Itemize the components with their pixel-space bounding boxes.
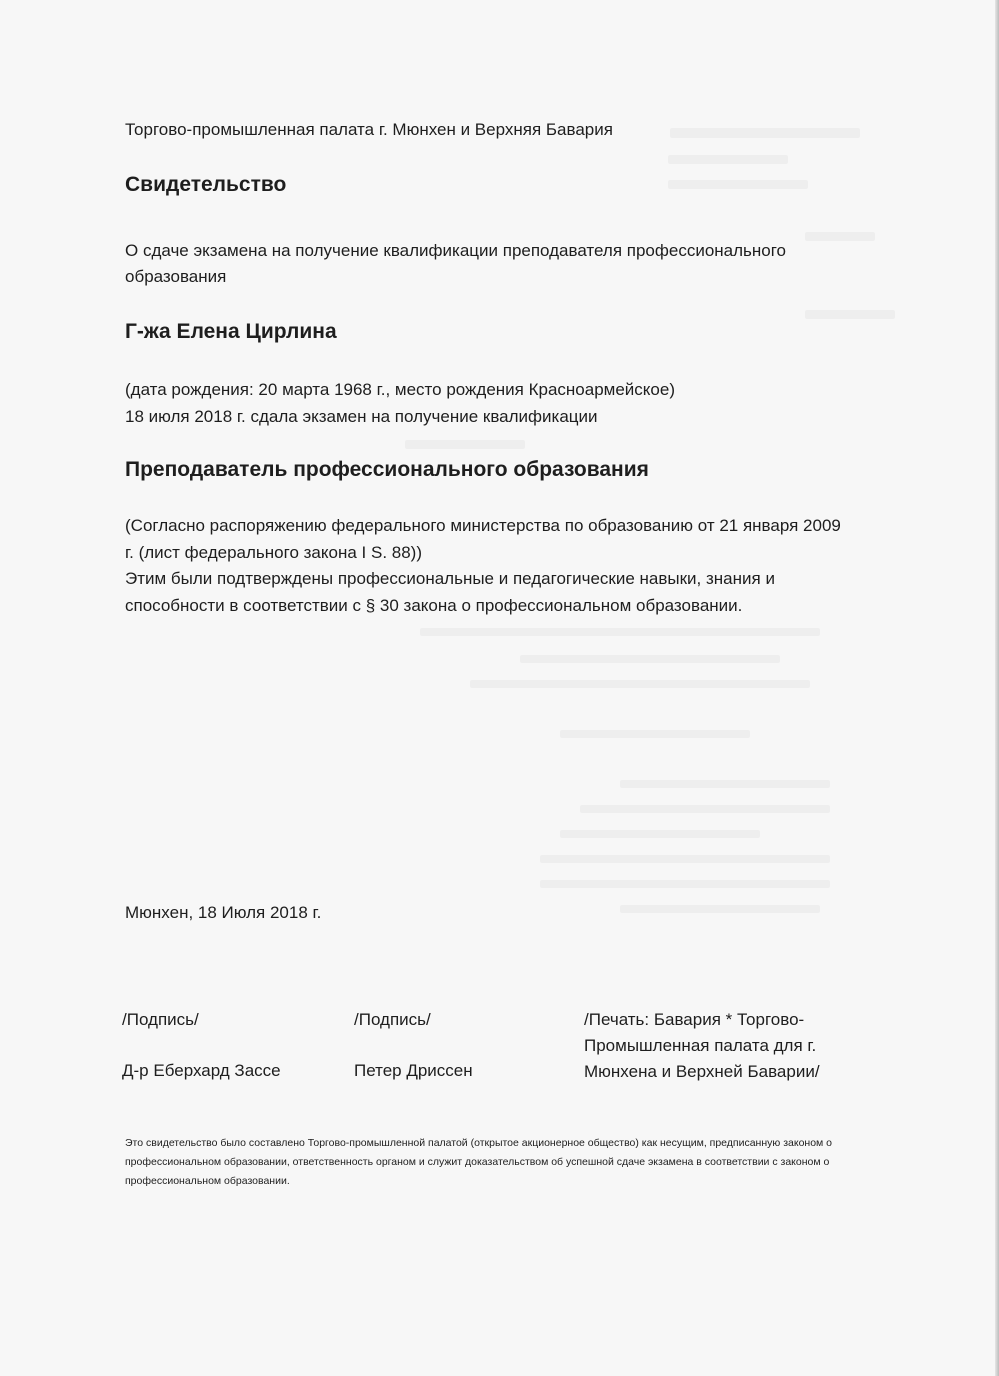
signatory-name: Петер Дриссен <box>354 1061 473 1080</box>
bleed-through-mark <box>540 880 830 888</box>
qualification-title: Преподаватель профессионального образования <box>125 458 649 481</box>
signature-block-2 <box>354 1007 473 1084</box>
bleed-through-mark <box>580 805 830 813</box>
document-title: Свидетельство <box>125 173 287 196</box>
bleed-through-mark <box>520 655 780 663</box>
footnote: Это свидетельство было составлено Торгово-промышленной палатой (открытое акционерное общество) как несущим, предписанную законом о профессиональном образовании, ответственность органом и служит доказательством об успешной сдаче экзамена в соответствии с законом о профессиональном образовании. <box>125 1137 833 1187</box>
exam-statement: 18 июля 2018 г. сдала экзамен на получение квалификации <box>125 407 598 426</box>
bleed-through-mark <box>668 180 808 189</box>
holder-name: Г-жа Елена Цирлина <box>125 320 337 343</box>
bleed-through-mark <box>620 780 830 788</box>
signature-block-1 <box>122 1007 281 1084</box>
bleed-through-mark <box>560 730 750 738</box>
seal-note: /Печать: Бавария * Торгово-Промышленная палата для г. Мюнхена и Верхней Баварии/ <box>584 1010 820 1081</box>
bleed-through-mark <box>405 440 525 449</box>
confirmation-text: Этим были подтверждены профессиональные и педагогические навыки, знания и способности в соответствии с § 30 закона о профессиональном образовании. <box>125 569 775 615</box>
place-and-date: Мюнхен, 18 Июля 2018 г. <box>125 903 322 922</box>
signature-mark: /Подпись/ <box>354 1010 431 1029</box>
bleed-through-mark <box>670 128 860 138</box>
legal-basis: (Согласно распоряжению федерального министерства по образованию от 21 января 2009 г. (лист федерального закона I S. 88)) <box>125 516 841 562</box>
bleed-through-mark <box>668 155 788 164</box>
birth-info: (дата рождения: 20 марта 1968 г., место рождения Красноармейское) <box>125 380 675 399</box>
signatory-name: Д-р Еберхард Зассе <box>122 1061 281 1080</box>
issuer-line: Торгово-промышленная палата г. Мюнхен и Верхняя Бавария <box>125 120 613 139</box>
bleed-through-mark <box>805 310 895 319</box>
holder-details <box>125 376 675 430</box>
signature-mark: /Подпись/ <box>122 1010 199 1029</box>
bleed-through-mark <box>540 855 830 863</box>
seal-note-block <box>584 1007 864 1085</box>
bleed-through-mark <box>420 628 820 636</box>
legal-basis-block <box>125 513 845 619</box>
bleed-through-mark <box>470 680 810 688</box>
scan-edge-shadow <box>995 0 999 1376</box>
bleed-through-mark <box>560 830 760 838</box>
certificate-purpose: О сдаче экзамена на получение квалификации преподавателя профессионального образования <box>125 241 787 286</box>
bleed-through-mark <box>620 905 820 913</box>
